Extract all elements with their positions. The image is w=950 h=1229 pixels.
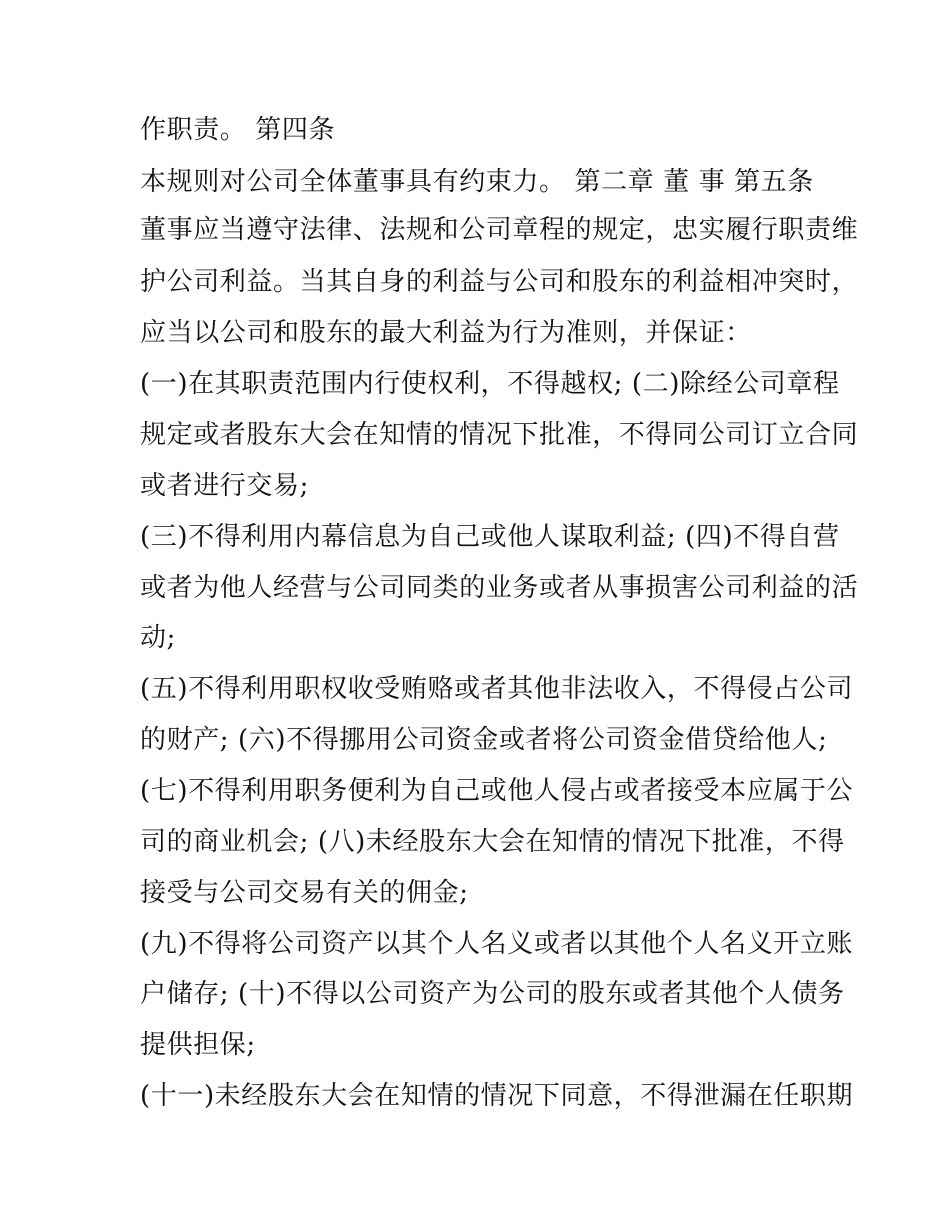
text-line: 或者进行交易;: [140, 471, 309, 501]
text-line: (七)不得利用职务便利为自己或他人侵占或者接受本应属于公: [140, 776, 854, 806]
text-line: 提供担保;: [140, 1030, 256, 1060]
text-line: 规定或者股东大会在知情的情况下批准，不得同公司订立合同: [140, 420, 859, 450]
text-line: (九)不得将公司资产以其个人名义或者以其他个人名义开立账: [140, 929, 854, 959]
text-line: 户储存; (十)不得以公司资产为公司的股东或者其他个人债务: [140, 979, 845, 1009]
text-line: (三)不得利用内幕信息为自己或他人谋取利益; (四)不得自营: [140, 522, 840, 552]
text-line: 董事应当遵守法律、法规和公司章程的规定，忠实履行职责维: [140, 215, 859, 245]
text-line: (一)在其职责范围内行使权利，不得越权; (二)除经公司章程: [140, 369, 840, 399]
text-line: 接受与公司交易有关的佣金;: [140, 878, 469, 908]
text-line: (五)不得利用职权收受贿赂或者其他非法收入，不得侵占公司: [140, 674, 854, 704]
text-line: 作职责。 第四条: [140, 115, 336, 145]
text-line: (十一)未经股东大会在知情的情况下同意，不得泄漏在任职期: [140, 1081, 854, 1111]
text-line: 本规则对公司全体董事具有约束力。 第二章 董 事 第五条: [140, 167, 814, 197]
text-line: 应当以公司和股东的最大利益为行为准则，并保证：: [140, 318, 752, 348]
text-line: 动;: [140, 623, 176, 653]
text-line: 的财产; (六)不得挪用公司资金或者将公司资金借贷给他人;: [140, 725, 828, 755]
text-line: 司的商业机会; (八)未经股东大会在知情的情况下批准，不得: [140, 827, 845, 857]
text-line: 护公司利益。当其自身的利益与公司和股东的利益相冲突时，: [140, 267, 859, 297]
text-line: 或者为他人经营与公司同类的业务或者从事损害公司利益的活: [140, 573, 859, 603]
